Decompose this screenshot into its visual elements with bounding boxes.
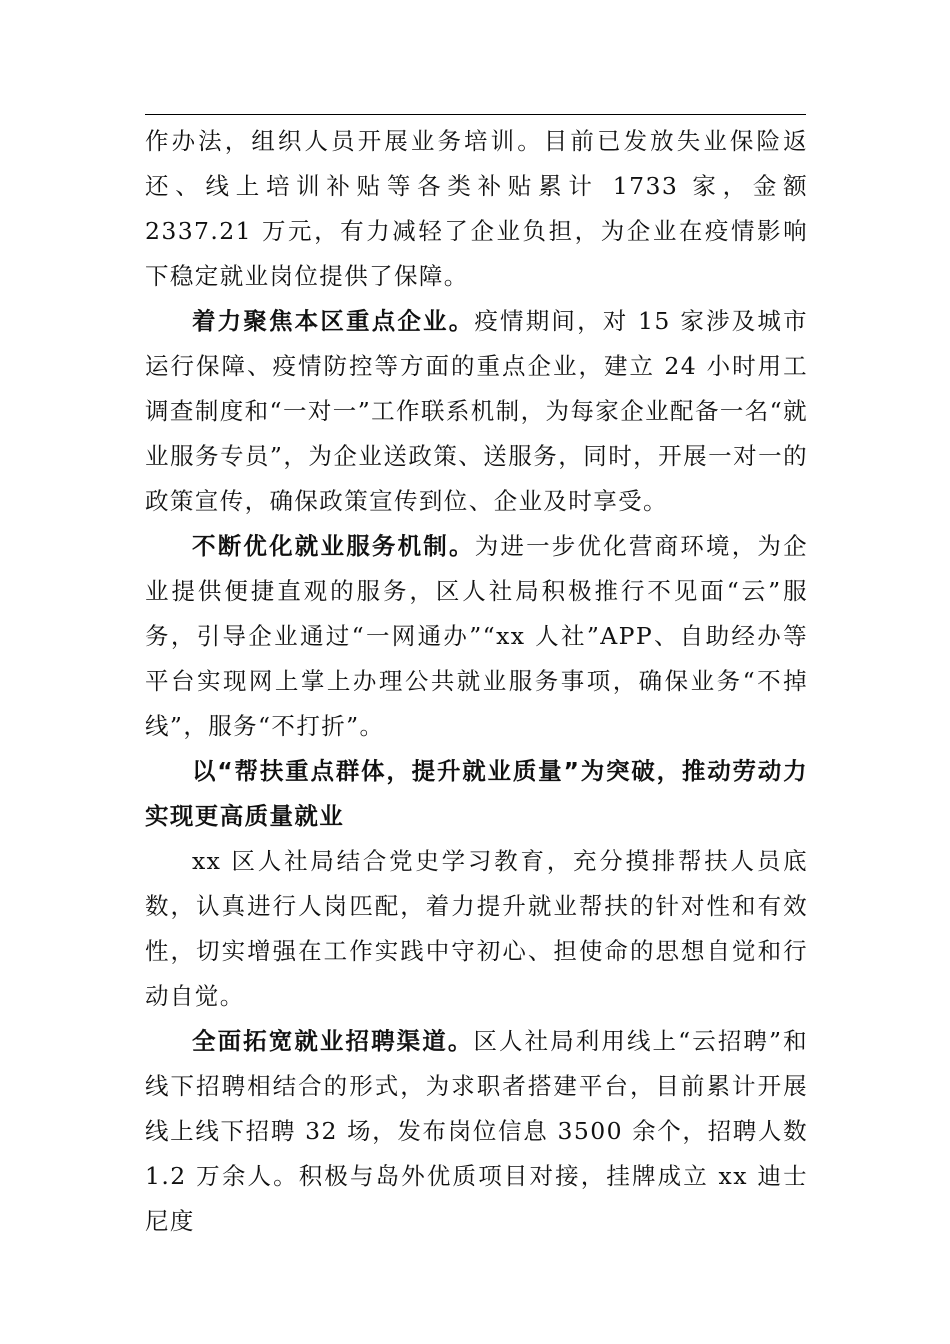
paragraph-service-mechanism [145, 524, 808, 749]
paragraph-text: 为进一步优化营商环境，为企业提供便捷直观的服务，区人社局积极推行不见面“云”服务，引导企业通过“一网通办”“xx 人社”APP、自助经办等平台实现网上掌上办理公共就业服务事项，确保业务“不掉线”，服务“不打折”。 [145, 532, 808, 740]
paragraph-party-history [145, 839, 808, 1019]
paragraph-text: 疫情期间，对 15 家涉及城市运行保障、疫情防控等方面的重点企业，建立 24 小时用工调查制度和“一对一”工作联系机制，为每家企业配备一名“就业服务专员”，为企业送政策、送服务，同时，开展一对一的政策宣传，确保政策宣传到位、企业及时享受。 [145, 307, 808, 515]
paragraph-subsidy-continuation [145, 119, 808, 299]
paragraph-lead: 全面拓宽就业招聘渠道。 [192, 1027, 474, 1055]
paragraph-text: xx 区人社局结合党史学习教育，充分摸排帮扶人员底数，认真进行人岗匹配，着力提升就业帮扶的针对性和有效性，切实增强在工作实践中守初心、担使命的思想自觉和行动自觉。 [145, 847, 808, 1010]
paragraph-key-enterprises [145, 299, 808, 524]
header-rule [145, 114, 806, 115]
paragraph-lead: 着力聚焦本区重点企业。 [192, 307, 475, 335]
paragraph-text: 作办法，组织人员开展业务培训。目前已发放失业保险返还、线上培训补贴等各类补贴累计 1733 家，金额 2337.21 万元，有力减轻了企业负担，为企业在疫情影响下稳定就业岗位提供了保障。 [145, 127, 808, 290]
paragraph-recruitment-channels [145, 1019, 808, 1244]
paragraph-text: 区人社局利用线上“云招聘”和线下招聘相结合的形式，为求职者搭建平台，目前累计开展线上线下招聘 32 场，发布岗位信息 3500 余个，招聘人数 1.2 万余人。积极与岛外优质项目对接，挂牌成立 xx 迪士尼度 [145, 1027, 808, 1235]
document-body [145, 119, 808, 1244]
section-heading: 以“帮扶重点群体，提升就业质量”为突破，推动劳动力实现更高质量就业 [145, 757, 808, 830]
paragraph-lead: 不断优化就业服务机制。 [192, 532, 475, 560]
